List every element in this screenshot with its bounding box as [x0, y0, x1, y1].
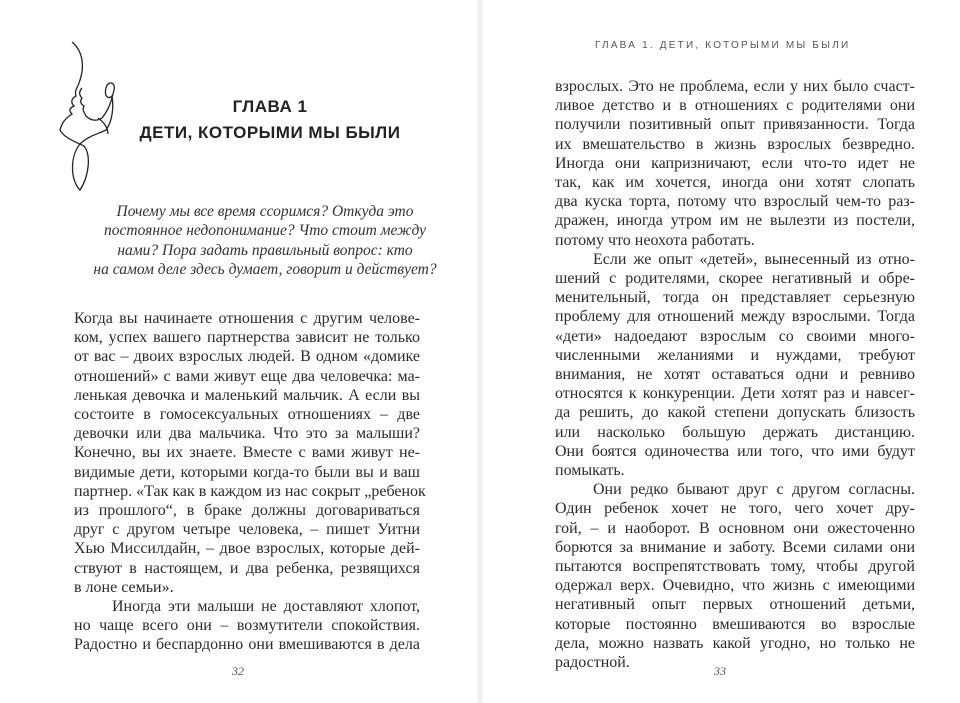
paragraph [74, 597, 420, 655]
text-line: Если же опыт «детей», вынесенный из отно- [593, 250, 915, 268]
text-line: гой, – и наоборот. В основном они ожесточенно [555, 519, 915, 537]
text-line: численными желаниями и нуждами, требуют [555, 346, 915, 364]
text-line: одержал верх. Очевидно, что жизнь с имеющими [555, 577, 915, 595]
text-line: да решить, до какой степени допускать близость [555, 404, 915, 422]
page-number: 32 [232, 664, 244, 678]
body-text [555, 77, 915, 672]
paragraph [555, 77, 915, 250]
text-line: Конечно, вы их знаете. Вместе с вами живут не- [74, 444, 420, 462]
paragraph [74, 309, 426, 597]
text-line: которые постоянно вмешиваются во взрослые [555, 615, 915, 633]
text-line: менительный, тогда он представляет серьезную [555, 289, 915, 307]
text-line: Они редко бывают друг с другом согласны. [593, 481, 915, 499]
text-line: дела, можно назвать какой угодно, но только не [555, 634, 915, 652]
text-line: Иногда они капризничают, если что-то идет не [555, 154, 915, 172]
text-line: из прошлого“, в браке должны договариваться [74, 502, 420, 520]
paragraph [555, 480, 915, 672]
epigraph [80, 202, 450, 279]
text-line: негативный опыт первых отношений детьми, [555, 596, 915, 614]
text-line: ливое детство и в отношениях с родителями они [555, 97, 915, 115]
text-line: «дети» надоедают взрослым со своими много- [555, 327, 915, 345]
text-line: видимые дети, которыми когда-то были вы и ваш [74, 463, 420, 481]
text-line: потому что неохота работать. [555, 231, 755, 249]
text-line: помыкать. [555, 462, 625, 480]
text-line: шений с родителями, скорее негативный и обре- [555, 270, 915, 288]
text-line: относятся к конкуренции. Дети хотят раз и навсег- [555, 385, 915, 403]
text-line: или насколько большую держать дистанцию. [555, 423, 915, 441]
text-line: радостной. [555, 654, 630, 672]
text-line: в лоне семьи». [74, 578, 174, 596]
text-line: Иногда эти малыши не доставляют хлопот, [112, 598, 420, 616]
text-line: друг с другом четыре человека, – пишет Уитни [74, 521, 420, 539]
chapter-label: ГЛАВА 1 [232, 97, 308, 116]
body-text [74, 309, 426, 655]
text-line: внимания, не хотят оставаться одни и ревниво [555, 366, 915, 384]
text-line: борются за внимание и заботу. Всеми силами они [555, 538, 915, 556]
epigraph-line: на самом деле здесь думает, говорит и действует? [93, 260, 437, 278]
text-line: Когда вы начинаете отношения с другим челове- [74, 310, 420, 327]
page-number: 33 [714, 664, 726, 678]
chapter-title: ДЕТИ, КОТОРЫМИ МЫ БЫЛИ [139, 123, 401, 142]
text-line: пытаются воспрепятствовать тому, чтобы другой [555, 558, 915, 576]
text-line: отношений» с вами живут еще два человечка: ма- [74, 367, 420, 385]
epigraph-line: Почему мы все время ссоримся? Откуда это [116, 203, 414, 220]
text-line: их вмешательство в жизнь взрослых безвредно. [555, 135, 915, 153]
text-line: получили позитивный опыт привязанности. Тогда [555, 116, 915, 134]
text-line: партнер. «Так как в каждом из нас сокрыт „ребенок [74, 482, 426, 500]
text-line: так, как им хочется, иногда они хотят слопать [555, 174, 915, 192]
text-line: ком, успех вашего партнерства зависит не только [74, 329, 420, 347]
text-line: дражен, иногда утром им не вылезти из постели, [555, 212, 915, 230]
text-line: девочки или два мальчика. Что это за малыши? [74, 425, 420, 443]
text-line: проблему для отношений между взрослыми. Тогда [555, 308, 915, 326]
text-line: Один ребенок хочет не того, чего хочет дру- [555, 500, 915, 518]
text-line: состоите в гомосексуальных отношениях – две [74, 406, 420, 424]
text-line: ствуют в настоящем, и два ребенка, резвящихся [74, 559, 420, 577]
text-line: ленькая девочка и маленький мальчик. А если вы [74, 386, 420, 404]
text-line: Они боятся одиночества или того, что ими будут [555, 442, 915, 460]
text-line: но чаще всего они – возмутители спокойствия. [74, 617, 420, 635]
running-head: ГЛАВА 1. ДЕТИ, КОТОРЫМИ МЫ БЫЛИ [595, 40, 851, 51]
text-line: Радостно и беспардонно они вмешиваются в дела [74, 636, 420, 654]
text-line: Хью Миссилдайн, – двое взрослых, которые дей- [74, 540, 420, 558]
text-line: взрослых. Это не проблема, если у них было счаст- [555, 78, 915, 95]
text-line: от вас – двоих взрослых людей. В одном «домике [74, 348, 420, 366]
epigraph-line: нами? Пора задать правильный вопрос: кто [117, 241, 413, 259]
text-line: два куска торта, потому что взрослый чем-то раз- [555, 193, 915, 211]
right-page [480, 0, 960, 703]
line-art-faces-illustration [58, 38, 120, 198]
epigraph-line: постоянное недопонимание? Что стоит между [104, 222, 426, 240]
paragraph [555, 250, 915, 480]
